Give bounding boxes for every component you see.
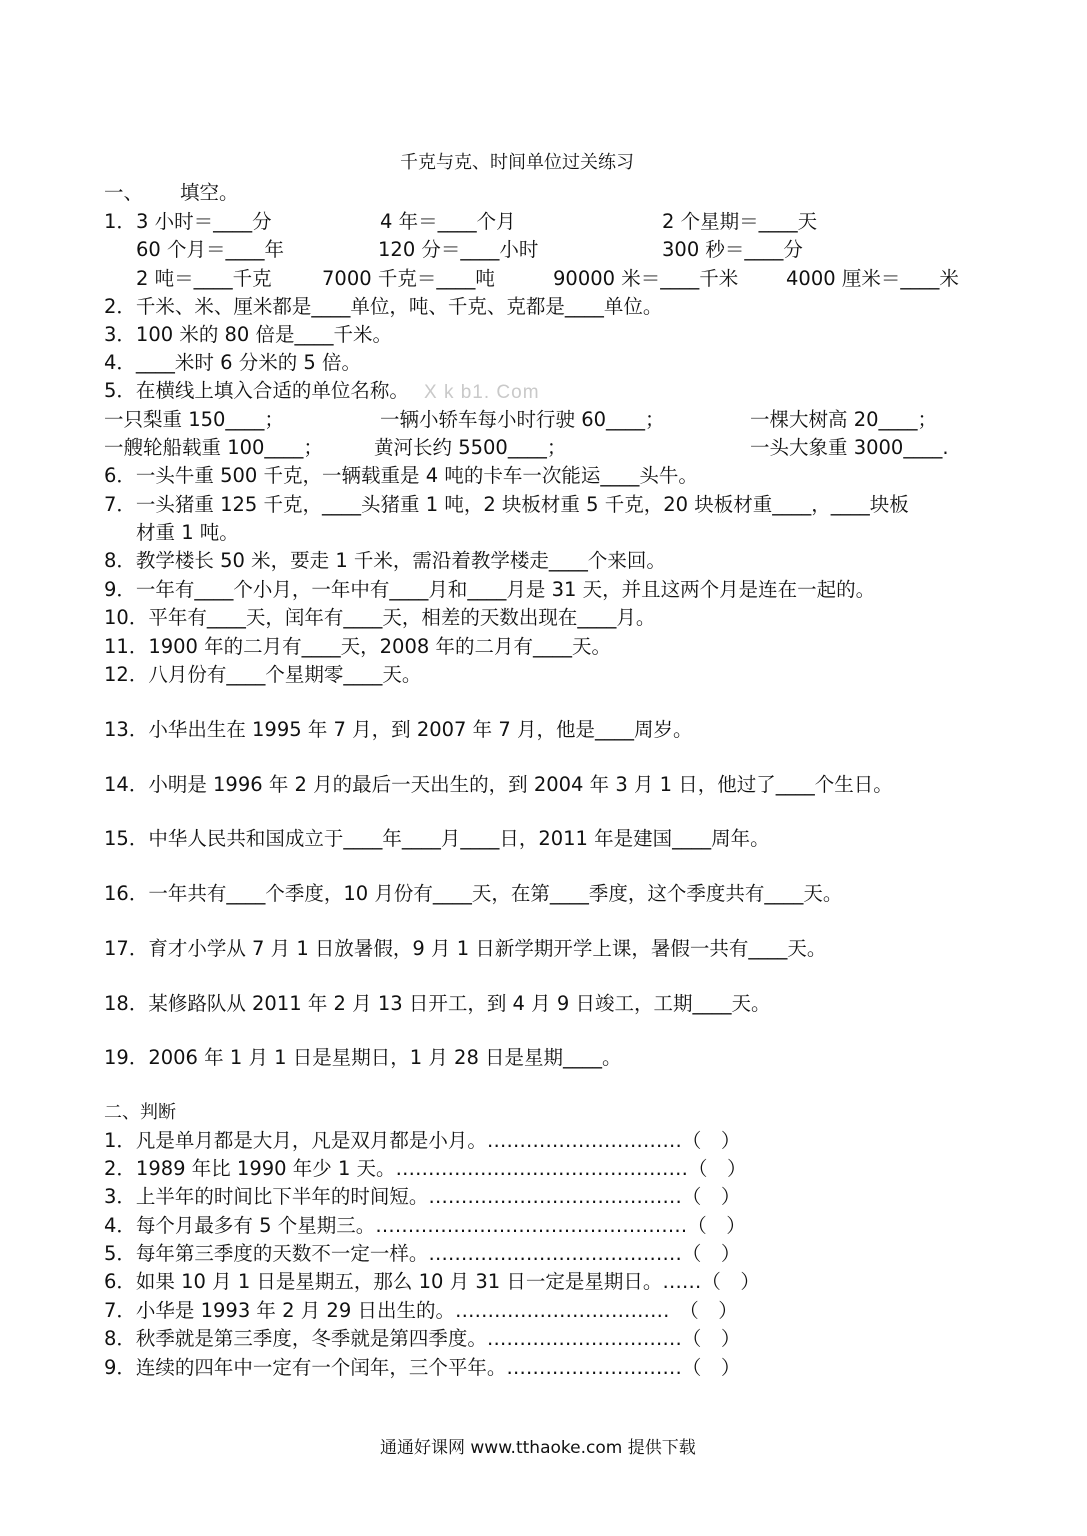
q11: 11．1900 年的二月有____天，2008 年的二月有____天。 [104,635,611,658]
q1-item-i: 90000 米＝____千米 [553,267,739,290]
q1-item-e: 120 分＝____小时 [378,238,539,261]
q17: 17．育才小学从 7 月 1 日放暑假，9 月 1 日新学期开学上课，暑假一共有____天。 [104,937,827,960]
q16: 16．一年共有____个季度，10 月份有____天，在第____季度，这个季度共有____天。 [104,882,843,905]
q19: 19．2006 年 1 月 1 日是星期日，1 月 28 日是星期____。 [104,1046,622,1069]
q1-item-b: 4 年＝____个月 [380,210,516,233]
q5-item-d: 一艘轮船载重 100____； [104,436,323,459]
q2: 2．千米、米、厘米都是____单位，吨、千克、克都是____单位。 [104,295,663,318]
judge-item-8: 8．秋季就是第三季度，冬季就是第四季度。…………………………（ ） [104,1327,741,1350]
q5-item-a: 一只梨重 150____； [104,408,284,431]
judge-item-4: 4．每个月最多有 5 个星期三。…………………………………………（ ） [104,1214,746,1237]
watermark: X k b1. Com [424,382,540,403]
q13: 13．小华出生在 1995 年 7 月，到 2007 年 7 月，他是____周岁。 [104,718,693,741]
q7-line1: 7．一头猪重 125 千克，____头猪重 1 吨，2 块板材重 5 千克，20 块板材重____，____块板 [104,493,909,516]
q15: 15．中华人民共和国成立于____年____月____日，2011 年是建国____周年。 [104,827,770,850]
q1-label: 1． [104,210,136,233]
q8: 8．教学楼长 50 米，要走 1 千米，需沿着教学楼走____个来回。 [104,549,666,572]
q1-item-c: 2 个星期＝____天 [662,210,818,233]
q14: 14．小明是 1996 年 2 月的最后一天出生的，到 2004 年 3 月 1 日，他过了____个生日。 [104,773,893,796]
q5-item-c: 一棵大树高 20____； [750,408,938,431]
footer: 通通好课网 www.tthaoke.com 提供下载 [380,1438,696,1458]
section2-heading: 二、判断 [104,1102,176,1123]
q5-item-f: 一头大象重 3000____. [750,436,949,459]
q7-line2: 材重 1 吨。 [136,521,239,544]
section1-heading-number: 一、 [104,181,144,204]
q5-item-e: 黄河长约 5500____； [374,436,567,459]
q1-item-g: 2 吨＝____千克 [136,267,272,290]
q6: 6．一头牛重 500 千克，一辆载重是 4 吨的卡车一次能运____头牛。 [104,464,698,487]
q1-item-j: 4000 厘米＝____米 [786,267,959,290]
q5-item-b: 一辆小轿车每小时行驶 60____； [380,408,665,431]
q10: 10．平年有____天，闰年有____天，相差的天数出现在____月。 [104,606,656,629]
q1-item-a: 3 小时＝____分 [136,210,272,233]
judge-item-2: 2．1989 年比 1990 年少 1 天。………………………………………（ ） [104,1157,747,1180]
section1-heading: 填空。 [180,181,239,204]
q3: 3．100 米的 80 倍是____千米。 [104,323,393,346]
q1-item-h: 7000 千克＝____吨 [322,267,495,290]
judge-item-7: 7．小华是 1993 年 2 月 29 日出生的。…………………………… （ ） [104,1299,738,1322]
q1-item-d: 60 个月＝____年 [136,238,285,261]
judge-item-6: 6．如果 10 月 1 日是星期五，那么 10 月 31 日一定是星期日。……（ ） [104,1270,760,1293]
q1-item-f: 300 秒＝____分 [662,238,803,261]
q9: 9．一年有____个小月，一年中有____月和____月是 31 天，并且这两个月是连在一起的。 [104,578,876,601]
q18: 18．某修路队从 2011 年 2 月 13 日开工，到 4 月 9 日竣工，工期____天。 [104,992,771,1015]
judge-item-5: 5．每年第三季度的天数不一定一样。…………………………………（ ） [104,1242,741,1265]
q12: 12．八月份有____个星期零____天。 [104,663,422,686]
judge-item-9: 9．连续的四年中一定有一个闰年，三个平年。………………………（ ） [104,1356,741,1379]
page-title: 千克与克、时间单位过关练习 [400,152,634,173]
q5: 5．在横线上填入合适的单位名称。 [104,379,409,402]
judge-item-3: 3．上半年的时间比下半年的时间短。…………………………………（ ） [104,1185,741,1208]
judge-item-1: 1．凡是单月都是大月，凡是双月都是小月。…………………………（ ） [104,1129,741,1152]
q4: 4．____米时 6 分米的 5 倍。 [104,351,362,374]
